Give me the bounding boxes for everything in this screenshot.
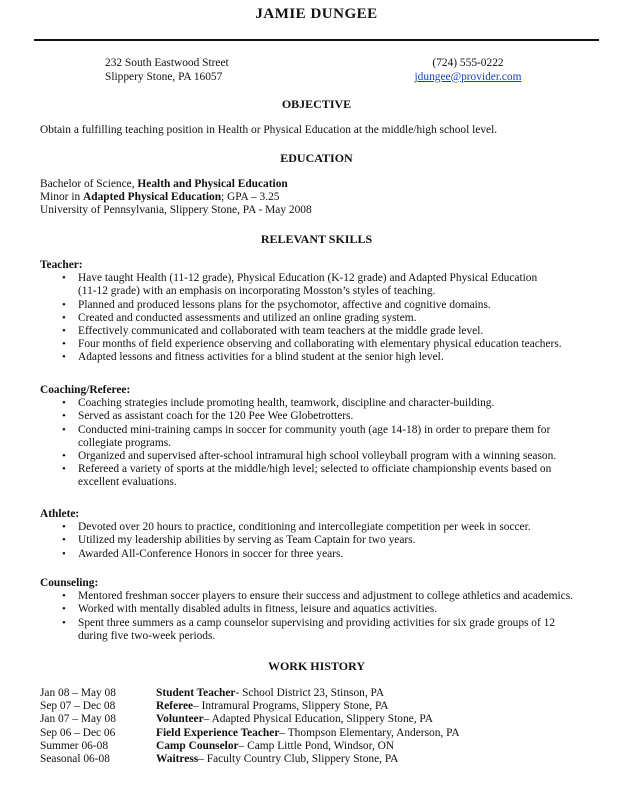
list-item: • Devoted over 20 hours to practice, conditioning and intercollegiate competition per week in soccer. <box>40 521 593 534</box>
skills-heading: RELEVANT SKILLS <box>260 232 373 246</box>
degree-major: Health and Physical Education <box>137 178 288 190</box>
phone-number: (724) 555-0222 <box>432 57 504 69</box>
skills-section-title: Counseling: <box>40 577 99 589</box>
skills-section-title: Teacher: <box>40 259 83 271</box>
work-history-heading: WORK HISTORY <box>267 659 366 673</box>
minor-name: Adapted Physical Education <box>83 191 222 204</box>
list-item: • Served as assistant coach for the 120 Pee Wee Globetrotters. <box>40 410 593 423</box>
candidate-name: JAMIE DUNGEE <box>255 6 378 22</box>
skills-coaching <box>40 384 593 490</box>
contact-block <box>412 57 524 84</box>
list-item: • Worked with mentally disabled adults in fitness, leisure and aquatics activities. <box>40 603 593 616</box>
table-row: Jan 07 – May 08 Volunteer – Adapted Physical Education, Slippery Stone, PA <box>40 713 433 726</box>
table-row: Seasonal 06-08 Waitress – Faculty Country Club, Slippery Stone, PA <box>40 753 399 766</box>
skills-section-title: Coaching/Referee: <box>40 384 131 396</box>
list-item: • Four months of field experience observing and collaborating with elementary physical education teachers. <box>40 338 593 351</box>
table-row: Jan 08 – May 08 Student Teacher - School District 23, Stinson, PA <box>40 687 385 699</box>
list-item: • Effectively communicated and collaborated with team teachers at the middle grade level. <box>40 325 593 338</box>
education-block <box>40 178 593 218</box>
address-line-2: Slippery Stone, PA 16057 <box>105 70 223 83</box>
list-item: • Refereed a variety of sports at the middle/high level; selected to officiate championship events based on excellent evaluations. <box>40 463 593 489</box>
table-row: Sep 07 – Dec 08 Referee – Intramural Programs, Slippery Stone, PA <box>40 700 389 713</box>
list-item: • Adapted lessons and fitness activities for a blind student at the senior high level. <box>40 351 593 364</box>
address-block <box>105 57 229 84</box>
skills-athlete <box>40 508 593 561</box>
address-line-1: 232 South Eastwood Street <box>105 57 229 69</box>
email-link[interactable]: jdungee@provider.com <box>414 70 522 83</box>
list-item: • Organized and supervised after-school intramural high school volleyball program with a winning season. <box>40 450 593 463</box>
table-row: Summer 06-08 Camp Counselor – Camp Little Pond, Windsor, ON <box>40 739 395 752</box>
header-divider <box>34 39 599 41</box>
list-item: • Mentored freshman soccer players to ensure their success and adjustment to college athletics and academics. <box>40 590 593 603</box>
list-item: • Coaching strategies include promoting health, teamwork, discipline and character-building. <box>40 397 593 410</box>
work-history-list <box>40 687 593 766</box>
list-item: • Planned and produced lessons plans for the psychomotor, affective and cognitive domains. <box>40 299 593 312</box>
university-line: University of Pennsylvania, Slippery Stone, PA - May 2008 <box>40 204 312 217</box>
education-heading: EDUCATION <box>280 151 353 165</box>
degree-line: Bachelor of Science, Health and Physical Education <box>40 178 288 190</box>
table-row: Sep 06 – Dec 06 Field Experience Teacher – Thompson Elementary, Anderson, PA <box>40 726 460 739</box>
list-item: • Utilized my leadership abilities by serving as Team Captain for two years. <box>40 534 593 547</box>
list-item: • Spent three summers as a camp counselor supervising and providing activities for six grade groups of 12 during five two-week periods. <box>40 617 593 643</box>
objective-text: Obtain a fulfilling teaching position in Health or Physical Education at the middle/high school level. <box>40 124 498 136</box>
minor-line: Minor in Adapted Physical Education; GPA – 3.25 <box>40 191 280 204</box>
list-item: • Awarded All-Conference Honors in soccer for three years. <box>40 548 593 561</box>
skills-counseling <box>40 577 593 643</box>
list-item: • Have taught Health (11-12 grade), Physical Education (K-12 grade) and Adapted Physical Education (11-12 grade) with an emphasis on incorporating Mosston’s styles of teaching. <box>40 272 593 298</box>
list-item: • Created and conducted assessments and utilized an online grading system. <box>40 312 593 325</box>
skills-section-title: Athlete: <box>40 508 80 520</box>
skills-teacher <box>40 259 593 365</box>
objective-heading: OBJECTIVE <box>281 97 352 111</box>
list-item: • Conducted mini-training camps in soccer for community youth (age 14-18) in order to prepare them for collegiate programs. <box>40 424 593 450</box>
